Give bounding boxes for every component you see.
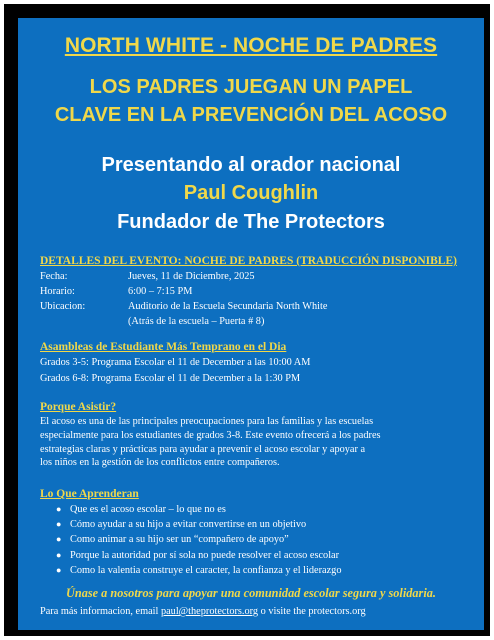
flyer-title: NORTH WHITE - NOCHE DE PADRES (64, 34, 438, 57)
detail-label: Horario: (40, 286, 75, 297)
detail-label: Fecha: (40, 271, 68, 282)
flyer-panel (18, 18, 484, 630)
paragraph-line: estrategias claras y prácticas para ayudar a prevenir el acoso escolar y apoyar a (40, 443, 366, 455)
contact-line (40, 606, 366, 617)
detail-row-time (40, 286, 192, 297)
detail-row-location (40, 301, 327, 312)
detail-value: (Atrás de la escuela – Puerta # 8) (128, 316, 265, 327)
join-us-text: Únase a nosotros para apoyar una comunidad escolar segura y solidaria. (66, 586, 436, 600)
list-item: ● Cómo ayudar a su hijo a evitar convertirse en un objetivo (56, 519, 307, 531)
list-item: ● Porque la autoridad por sí sola no puede resolver el acoso escolar (56, 549, 340, 561)
assembly-line-grades-6-8: Grados 6-8: Programa Escolar el 11 de December a la 1:30 PM (40, 373, 301, 384)
detail-row-location-note (40, 316, 264, 327)
detail-label: Ubicacion: (40, 301, 86, 312)
detail-value: 6:00 – 7:15 PM (128, 286, 193, 297)
contact-suffix: o visite the protectors.org (258, 606, 366, 617)
assembly-line-grades-3-5: Grados 3-5: Programa Escolar el 11 de December a las 10:00 AM (40, 357, 311, 368)
detail-value: Jueves, 11 de Diciembre, 2025 (128, 271, 255, 282)
details-heading: DETALLES DEL EVENTO: NOCHE DE PADRES (TRADUCCIÓN DISPONIBLE) (40, 255, 457, 267)
bullet-icon: ● (56, 534, 62, 545)
detail-row-date (40, 271, 255, 282)
bullet-icon: ● (56, 519, 62, 530)
learn-list (56, 504, 341, 580)
contact-prefix: Para más informacion, email (40, 606, 161, 617)
bullet-icon: ● (56, 549, 62, 560)
list-item: ● Que es el acoso escolar – lo que no es (56, 504, 226, 515)
presenting-text: Presentando al orador nacional (101, 154, 401, 176)
assemblies-heading: Asambleas de Estudiante Más Temprano en el Dia (40, 341, 287, 353)
flyer-frame (4, 4, 490, 636)
speaker-name: Paul Coughlin (183, 182, 319, 204)
list-item: ● Como animar a su hijo ser un “compañero de apoyo” (56, 534, 289, 546)
list-item: ● Como la valentia construye el caracter, la confianza y el liderazgo (56, 564, 342, 576)
why-attend-heading: Porque Asistir? (40, 401, 117, 413)
subtitle-line-1: LOS PADRES JUEGAN UN PAPEL (89, 76, 413, 98)
paragraph-line: los niños en la gestión de los conflictos entre compañeros. (40, 457, 280, 469)
email-link[interactable]: paul@theprotectors.org (160, 606, 259, 617)
why-attend-paragraph (40, 415, 470, 470)
paragraph-line: El acoso es una de las principales preocupaciones para las familias y las escuelas (40, 416, 374, 427)
bullet-icon: ● (56, 564, 62, 575)
subtitle-line-2: CLAVE EN LA PREVENCIÓN DEL ACOSO (54, 104, 448, 126)
paragraph-line: especialmente para los estudiantes de grados 3-8. Este evento ofrecerá a los padres (40, 429, 381, 441)
bullet-icon: ● (56, 504, 62, 514)
detail-value: Auditorio de la Escuela Secundaria North White (128, 301, 328, 312)
learn-heading: Lo Que Aprenderan (40, 488, 139, 500)
speaker-role: Fundador de The Protectors (117, 211, 385, 233)
